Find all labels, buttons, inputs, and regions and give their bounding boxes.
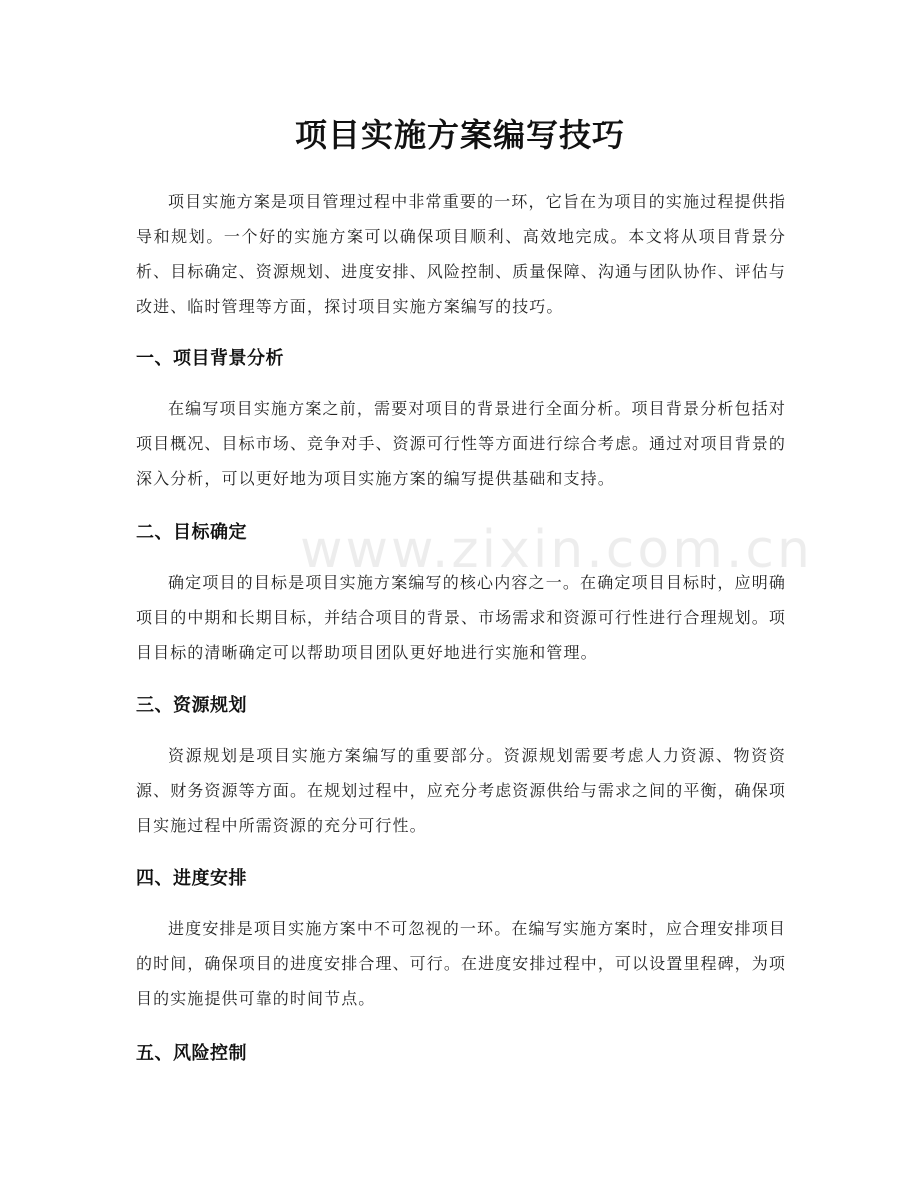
- section-heading-risk: 五、风险控制: [136, 1043, 247, 1064]
- section-heading-schedule: 四、进度安排: [136, 868, 247, 889]
- section-heading-background: 一、项目背景分析: [136, 348, 284, 369]
- section-heading-resources: 三、资源规划: [136, 695, 247, 716]
- intro-paragraph: 项目实施方案是项目管理过程中非常重要的一环，它旨在为项目的实施过程提供指导和规划。一个好的实施方案可以确保项目顺利、高效地完成。本文将从项目背景分析、目标确定、资源规划、进度安排、风险控制、质量保障、沟通与团队协作、评估与改进、临时管理等方面，探讨项目实施方案编写的技巧。: [136, 192, 786, 316]
- section-body-background: 在编写项目实施方案之前，需要对项目的背景进行全面分析。项目背景分析包括对项目概况、目标市场、竞争对手、资源可行性等方面进行综合考虑。通过对项目背景的深入分析，可以更好地为项目实施方案的编写提供基础和支持。: [136, 399, 786, 488]
- section-body-goals: 确定项目的目标是项目实施方案编写的核心内容之一。在确定项目目标时，应明确项目的中期和长期目标，并结合项目的背景、市场需求和资源可行性进行合理规划。项目目标的清晰确定可以帮助项目团队更好地进行实施和管理。: [136, 573, 786, 662]
- section-heading-goals: 二、目标确定: [136, 522, 247, 543]
- page-title: 项目实施方案编写技巧: [294, 116, 625, 154]
- section-body-resources: 资源规划是项目实施方案编写的重要部分。资源规划需要考虑人力资源、物资资源、财务资源等方面。在规划过程中，应充分考虑资源供给与需求之间的平衡，确保项目实施过程中所需资源的充分可行性。: [136, 746, 786, 835]
- section-body-schedule: 进度安排是项目实施方案中不可忽视的一环。在编写实施方案时，应合理安排项目的时间，确保项目的进度安排合理、可行。在进度安排过程中，可以设置里程碑，为项目的实施提供可靠的时间节点。: [136, 919, 786, 1008]
- watermark-text: www.zixin.com.cn: [300, 520, 813, 580]
